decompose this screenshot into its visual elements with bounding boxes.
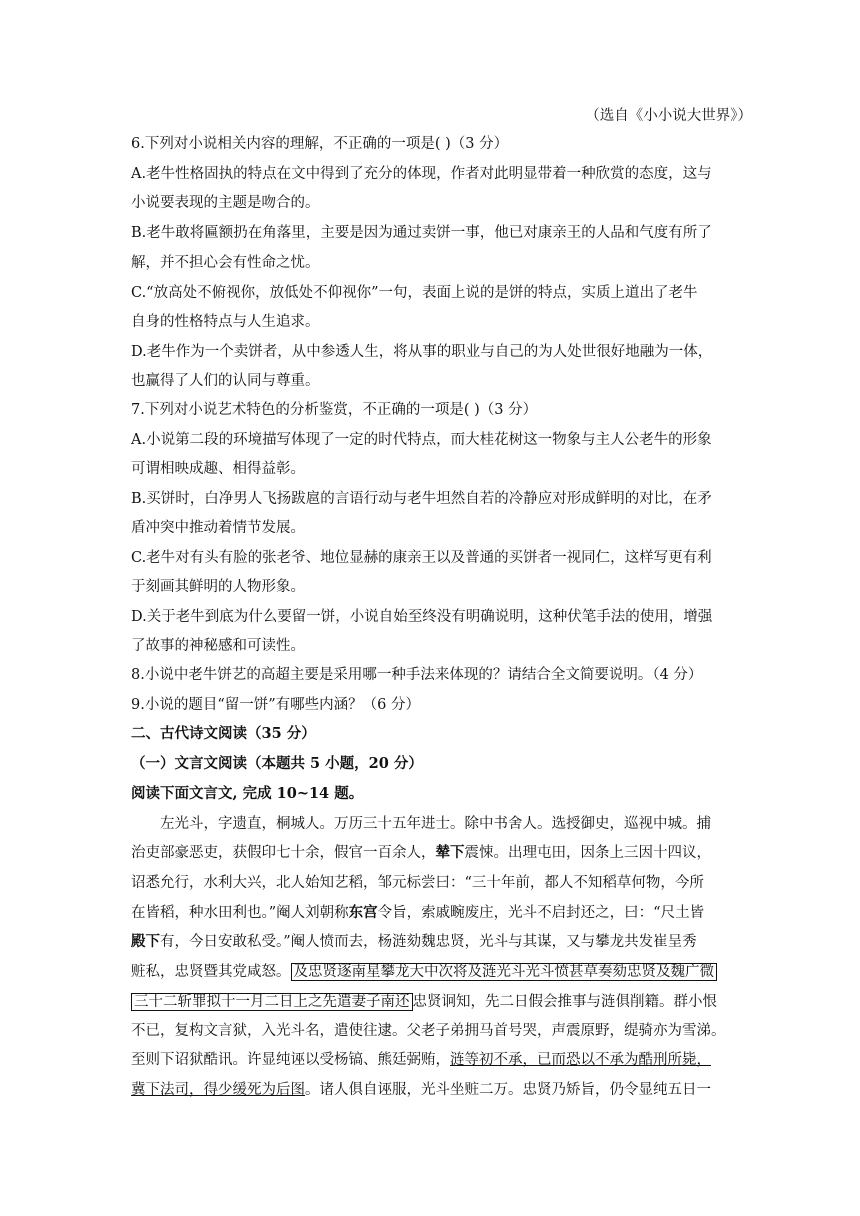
q7-option-c-line1: C.老牛对有头有脸的张老爷、地位显赫的康亲王以及普通的买饼者一视同仁，这样写更有利 bbox=[131, 550, 712, 566]
passage-text: 有，今日安敢私受。”阉人愤而去，杨涟劾魏忠贤，光斗与其谋，又与攀龙共发崔呈秀 bbox=[160, 934, 697, 950]
passage-line-5 bbox=[131, 932, 731, 952]
annotated-term: 东宫 bbox=[348, 904, 378, 921]
q6-option-d-line2: 也赢得了人们的认同与尊重。 bbox=[131, 373, 320, 389]
q7-option-b-line1: B.买饼时，白净男人飞扬跋扈的言语行动与老牛坦然自若的冷静应对形成鲜明的对比，在矛 bbox=[131, 491, 712, 507]
source-note: （选自《小小说大世界》） bbox=[585, 108, 752, 124]
question-8: 8.小说中老牛饼艺的高超主要是采用哪一种手法来体现的？请结合全文简要说明。（4 分） bbox=[131, 667, 703, 683]
q7-option-d-line2: 了故事的神秘感和可读性。 bbox=[131, 638, 305, 654]
passage-text: 令旨，索戚畹废庄，光斗不启封还之，曰：“尺土皆 bbox=[377, 905, 705, 921]
q7-option-a-line1: A.小说第二段的环境描写体现了一定的时代特点，而大桂花树这一物象与主人公老牛的形象 bbox=[131, 432, 712, 448]
underlined-sentence-part1: 涟等初不承，已而恐以不承为酷刑所毙， bbox=[450, 1052, 711, 1068]
passage-line-4 bbox=[131, 903, 731, 923]
passage-line-3: 诏悉允行，水利大兴，北人始知艺稻，邹元标尝曰：“三十年前，都人不知稻草何物，今所 bbox=[131, 875, 704, 891]
question-9: 9.小说的题目“留一饼”有哪些内涵？（6 分） bbox=[131, 697, 420, 713]
passage-line-8: 不已，复构文言狱，入光斗名，遣使往逮。父老子弟拥马首号哭，声震原野，缇骑亦为雪涕。 bbox=[131, 1023, 726, 1039]
subsection-heading: （一）文言文阅读（本题共 5 小题，20 分） bbox=[131, 755, 423, 772]
passage-line-9 bbox=[131, 1050, 731, 1070]
annotated-term: 辇下 bbox=[435, 844, 465, 861]
q6-option-a-line1: A.老牛性格固执的特点在文中得到了充分的体现，作者对此明显带着一种欣赏的态度，这与 bbox=[131, 166, 712, 182]
passage-text: 震悚。出理屯田，因条上三因十四议， bbox=[464, 845, 711, 861]
underlined-sentence-part2: 冀下法司，得少缓死为后图 bbox=[131, 1082, 305, 1098]
q6-option-d-line1: D.老牛作为一个卖饼者，从中参透人生，将从事的职业与自己的为人处世很好地融为一体， bbox=[131, 344, 713, 360]
q6-option-c-line2: 自身的性格特点与人生追求。 bbox=[131, 314, 320, 330]
passage-line-7 bbox=[131, 992, 731, 1012]
annotated-term: 殿下 bbox=[131, 933, 160, 950]
reading-instruction: 阅读下面文言文, 完成 10~14 题。 bbox=[131, 785, 364, 802]
passage-text: 治吏部豪恶吏，获假印七十余，假官一百余人， bbox=[131, 845, 436, 861]
passage-text: 至则下诏狱酷讯。许显纯诬以受杨镐、熊廷弼贿， bbox=[131, 1052, 450, 1068]
q7-option-d-line1: D.关于老牛到底为什么要留一饼，小说自始至终没有明确说明，这种伏笔手法的使用，增强 bbox=[131, 609, 713, 625]
q6-option-b-line1: B.老牛敢将匾额扔在角落里，主要是因为通过卖饼一事，他已对康亲王的人品和气度有所了 bbox=[131, 225, 712, 241]
passage-line-1: 左光斗，字遗直，桐城人。万历三十五年进士。除中书舍人。选授御史，巡视中城。捕 bbox=[160, 816, 711, 832]
boxed-sentence-part1: 及忠贤逐南星攀龙大中次将及涟光斗光斗愤甚草奏劾忠贤及魏广微 bbox=[291, 963, 718, 981]
q7-option-c-line2: 于刻画其鲜明的人物形象。 bbox=[131, 579, 305, 595]
q6-option-a-line2: 小说要表现的主题是吻合的。 bbox=[131, 195, 320, 211]
passage-line-6 bbox=[131, 962, 731, 982]
passage-text: 忠贤诇知，先二日假会推事与涟俱削籍。群小恨 bbox=[412, 994, 717, 1010]
question-6-stem: 6.下列对小说相关内容的理解，不正确的一项是( )（3 分） bbox=[131, 136, 509, 152]
q7-option-a-line2: 可谓相映成趣、相得益彰。 bbox=[131, 461, 305, 477]
passage-line-10 bbox=[131, 1080, 731, 1100]
question-7-stem: 7.下列对小说艺术特色的分析鉴赏，不正确的一项是( )（3 分） bbox=[131, 402, 538, 418]
boxed-sentence-part2: 三十二斩罪拟十一月二日上之先遣妻子南还 bbox=[131, 993, 413, 1011]
q6-option-c-line1: C.“放高处不俯视你，放低处不仰视你”一句，表面上说的是饼的特点，实质上道出了老牛 bbox=[131, 285, 698, 301]
passage-text: 在皆稻，种水田利也。”阉人刘朝称 bbox=[131, 905, 349, 921]
passage-text: 。诸人俱自诬服，光斗坐赃二万。忠贤乃矫旨，仍令显纯五日一 bbox=[305, 1082, 711, 1098]
passage-text: 赃私，忠贤暨其党咸怒。 bbox=[131, 964, 291, 980]
passage-line-2 bbox=[131, 843, 731, 863]
section-heading: 二、古代诗文阅读（35 分） bbox=[131, 725, 316, 742]
q6-option-b-line2: 解，并不担心会有性命之忧。 bbox=[131, 255, 320, 271]
q7-option-b-line2: 盾冲突中推动着情节发展。 bbox=[131, 520, 305, 536]
